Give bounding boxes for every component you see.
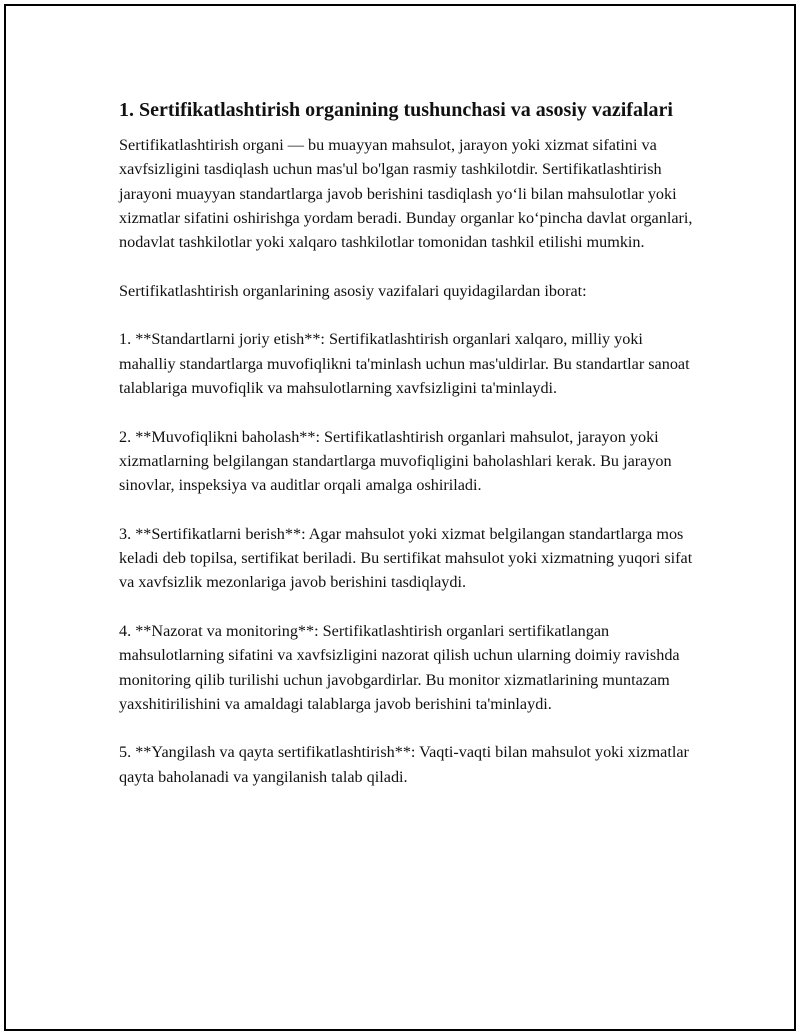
page-frame <box>4 4 796 1031</box>
list-item: 1. **Standartlarni joriy etish**: Sertifikatlashtirish organlari xalqaro, milliy yoki mahalliy standartlarga muvofiqlikni ta'minlash uchun mas'uldirlar. Bu standartlar sanoat talablariga muvofiqlik va mahsulotlarning xavfsizligini ta'minlaydi. <box>119 330 690 397</box>
section-heading: 1. Sertifikatlashtirish organining tushunchasi va asosiy vazifalari <box>119 99 673 121</box>
lead-paragraph: Sertifikatlashtirish organlarining asosiy vazifalari quyidagilardan iborat: <box>119 281 587 300</box>
intro-paragraph: Sertifikatlashtirish organi — bu muayyan mahsulot, jarayon yoki xizmat sifatini va xavfsizligini tasdiqlash uchun mas'ul bo'lgan rasmiy tashkilotdir. Sertifikatlashtirish jarayoni muayyan standartlarga javob berishini tasdiqlash yo‘li bilan mahsulotlar yoki xizmatlar sifatini oshirishga yordam beradi. Bunday organlar ko‘pincha davlat organlari, nodavlat tashkilotlar yoki xalqaro tashkilotlar tomonidan tashkil etilishi mumkin. <box>119 136 693 252</box>
list-item: 4. **Nazorat va monitoring**: Sertifikatlashtirish organlari sertifikatlangan mahsulotlarning sifatini va xavfsizligini nazorat qilish uchun ularning doimiy ravishda monitoring qilib turilishi uchun javobgardirlar. Bu monitor xizmatlarining muntazam yaxshitirilishini va amaldagi talablarga javob berishini ta'minlaydi. <box>119 621 680 713</box>
document-body <box>119 96 699 789</box>
list-item: 5. **Yangilash va qayta sertifikatlashtirish**: Vaqti-vaqti bilan mahsulot yoki xizmatlar qayta baholanadi va yangilanish talab qiladi. <box>119 743 689 786</box>
list-item: 3. **Sertifikatlarni berish**: Agar mahsulot yoki xizmat belgilangan standartlarga mos keladi deb topilsa, sertifikat beriladi. Bu sertifikat mahsulot yoki xizmatning yuqori sifat va xavfsizlik mezonlariga javob berishini tasdiqlaydi. <box>119 524 693 592</box>
list-item: 2. **Muvofiqlikni baholash**: Sertifikatlashtirish organlari mahsulot, jarayon yoki xizmatlarning belgilangan standartlarga muvofiqligini baholashlari kerak. Bu jarayon sinovlar, inspeksiya va auditlar orqali amalga oshiriladi. <box>119 427 672 495</box>
